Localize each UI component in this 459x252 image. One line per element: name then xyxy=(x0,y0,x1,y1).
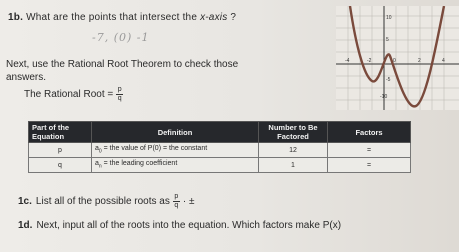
p-over-q-fraction xyxy=(116,86,123,103)
y-tick-label: -10 xyxy=(380,94,388,100)
coefficient-subscript: n xyxy=(98,163,102,170)
column-header: Number to Be Factored xyxy=(259,122,328,143)
question-text: List all of the possible roots as xyxy=(35,196,170,207)
x-tick-label: 4 xyxy=(442,58,445,64)
rational-root-formula xyxy=(24,86,123,103)
rational-root-label: The Rational Root = xyxy=(24,89,114,100)
part-cell: p xyxy=(29,143,92,158)
question-number: 1d. xyxy=(18,220,33,231)
question-1b xyxy=(8,12,236,23)
coefficient-subscript: 0 xyxy=(98,148,102,155)
y-tick-label: 5 xyxy=(386,37,389,43)
fraction-numerator: p xyxy=(117,86,122,93)
handwritten-answer: -7, (0) -1 xyxy=(92,31,150,44)
question-end: ? xyxy=(227,12,237,23)
instruction-line-1: Next, use the Rational Root Theorem to check those xyxy=(6,59,239,70)
question-1c xyxy=(18,193,194,210)
x-axis-term: x-axis xyxy=(200,12,228,23)
definition-text: = the leading coefficient xyxy=(103,160,178,168)
p-over-q-fraction xyxy=(173,193,180,210)
column-header: Definition xyxy=(92,122,259,143)
definition-text: = the value of P(0) = the constant xyxy=(103,145,208,153)
fraction-numerator: p xyxy=(174,193,179,200)
table-row xyxy=(29,143,411,158)
instruction-text xyxy=(6,58,326,84)
rational-root-table xyxy=(28,121,411,173)
part-cell: q xyxy=(29,158,92,173)
question-text: What are the points that intersect the xyxy=(26,12,201,23)
instruction-line-2: answers. xyxy=(6,72,47,83)
polynomial-graph xyxy=(336,6,459,110)
definition-cell xyxy=(92,158,259,173)
x-tick-label: 0 xyxy=(393,58,396,64)
y-tick-label: -5 xyxy=(386,77,391,83)
fraction-denominator: q xyxy=(117,95,122,102)
question-number: 1c. xyxy=(18,196,32,207)
table-row xyxy=(29,158,411,173)
number-cell: 1 xyxy=(259,158,328,173)
coefficient-var: a xyxy=(95,160,99,168)
factors-cell: = xyxy=(328,158,411,173)
coefficient-var: a xyxy=(95,145,99,153)
y-tick-label: 10 xyxy=(386,15,392,21)
plus-minus-suffix: · ± xyxy=(182,196,195,207)
x-tick-label: -4 xyxy=(345,58,350,64)
number-cell: 12 xyxy=(259,143,328,158)
definition-cell xyxy=(92,143,259,158)
table-header-row xyxy=(29,122,411,143)
factors-cell: = xyxy=(328,143,411,158)
fraction-denominator: q xyxy=(174,202,179,209)
question-number: 1b. xyxy=(8,12,24,23)
column-header: Factors xyxy=(328,122,411,143)
column-header: Part of the Equation xyxy=(29,122,92,143)
x-tick-label: -2 xyxy=(367,58,372,64)
question-text: Next, input all of the roots into the equation. Which factors make P(x) xyxy=(36,220,342,231)
x-tick-label: 2 xyxy=(418,58,421,64)
question-1d xyxy=(18,220,341,231)
